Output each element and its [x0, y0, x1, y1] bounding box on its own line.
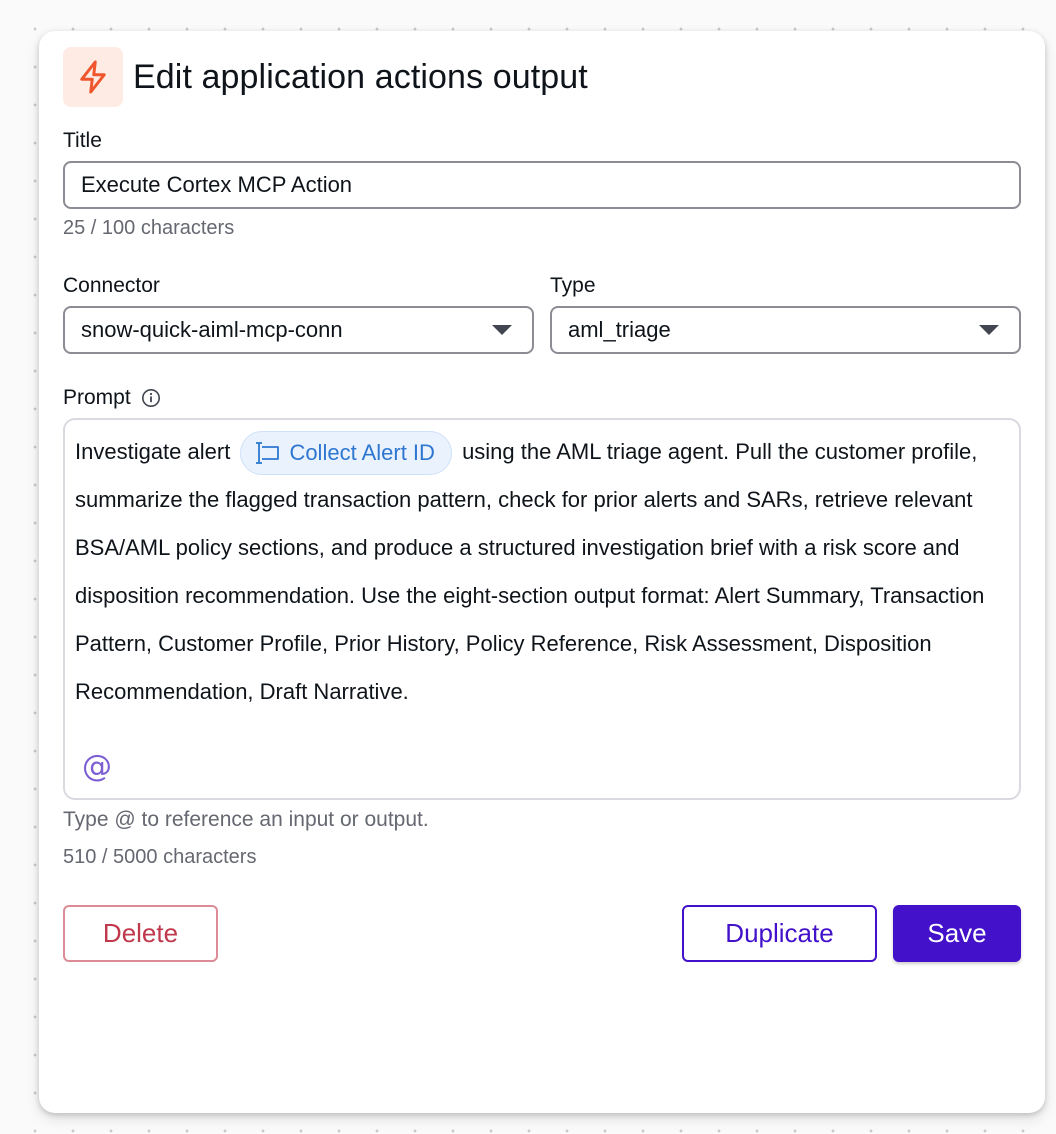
connector-field: [63, 274, 534, 354]
prompt-label: Prompt: [63, 386, 131, 409]
connector-value: snow-quick-aiml-mcp-conn: [81, 317, 343, 342]
type-field: [550, 274, 1021, 354]
duplicate-button[interactable]: Duplicate: [682, 905, 877, 962]
prompt-text: [75, 428, 1009, 716]
page-title: Edit application actions output: [133, 57, 588, 96]
prompt-text-before: Investigate alert: [75, 439, 231, 464]
type-label: Type: [550, 274, 596, 297]
title-input[interactable]: [63, 161, 1021, 209]
input-reference-icon: [253, 441, 281, 465]
lightning-icon: [63, 47, 123, 107]
title-input-value: Execute Cortex MCP Action: [81, 172, 353, 197]
prompt-helper-text: Type @ to reference an input or output.: [63, 808, 429, 831]
prompt-editor[interactable]: [63, 418, 1021, 800]
reference-chip[interactable]: [240, 431, 452, 475]
edit-output-panel: [39, 31, 1045, 1113]
delete-button[interactable]: Delete: [63, 905, 218, 962]
connector-type-row: [63, 274, 1021, 354]
type-value: aml_triage: [568, 317, 671, 342]
prompt-label-row: [63, 386, 1021, 410]
panel-header: [63, 47, 1021, 107]
title-label: Title: [63, 129, 102, 152]
at-mention-icon[interactable]: @: [82, 748, 112, 784]
prompt-text-after: using the AML triage agent. Pull the customer profile, summarize the flagged transaction pattern, check for prior alerts and SARs, retrieve relevant BSA/AML policy sections, and produce a structured investigation brief with a risk score and disposition recommendation. Use the eight-section output format: Alert Summary, Transaction Pattern, Customer Profile, Prior History, Policy Reference, Risk Assessment, Disposition Recommendation, Draft Narrative.: [75, 439, 985, 704]
connector-label: Connector: [63, 274, 160, 297]
connector-select[interactable]: [63, 306, 534, 354]
prompt-char-counter: 510 / 5000 characters: [63, 846, 257, 868]
action-bar: [63, 905, 1021, 962]
chevron-down-icon: [979, 325, 999, 335]
info-icon[interactable]: [141, 388, 161, 408]
save-button[interactable]: Save: [893, 905, 1021, 962]
primary-actions: [682, 905, 1021, 962]
reference-chip-label: Collect Alert ID: [289, 440, 435, 466]
type-select[interactable]: [550, 306, 1021, 354]
title-char-counter: 25 / 100 characters: [63, 217, 235, 239]
chevron-down-icon: [492, 325, 512, 335]
